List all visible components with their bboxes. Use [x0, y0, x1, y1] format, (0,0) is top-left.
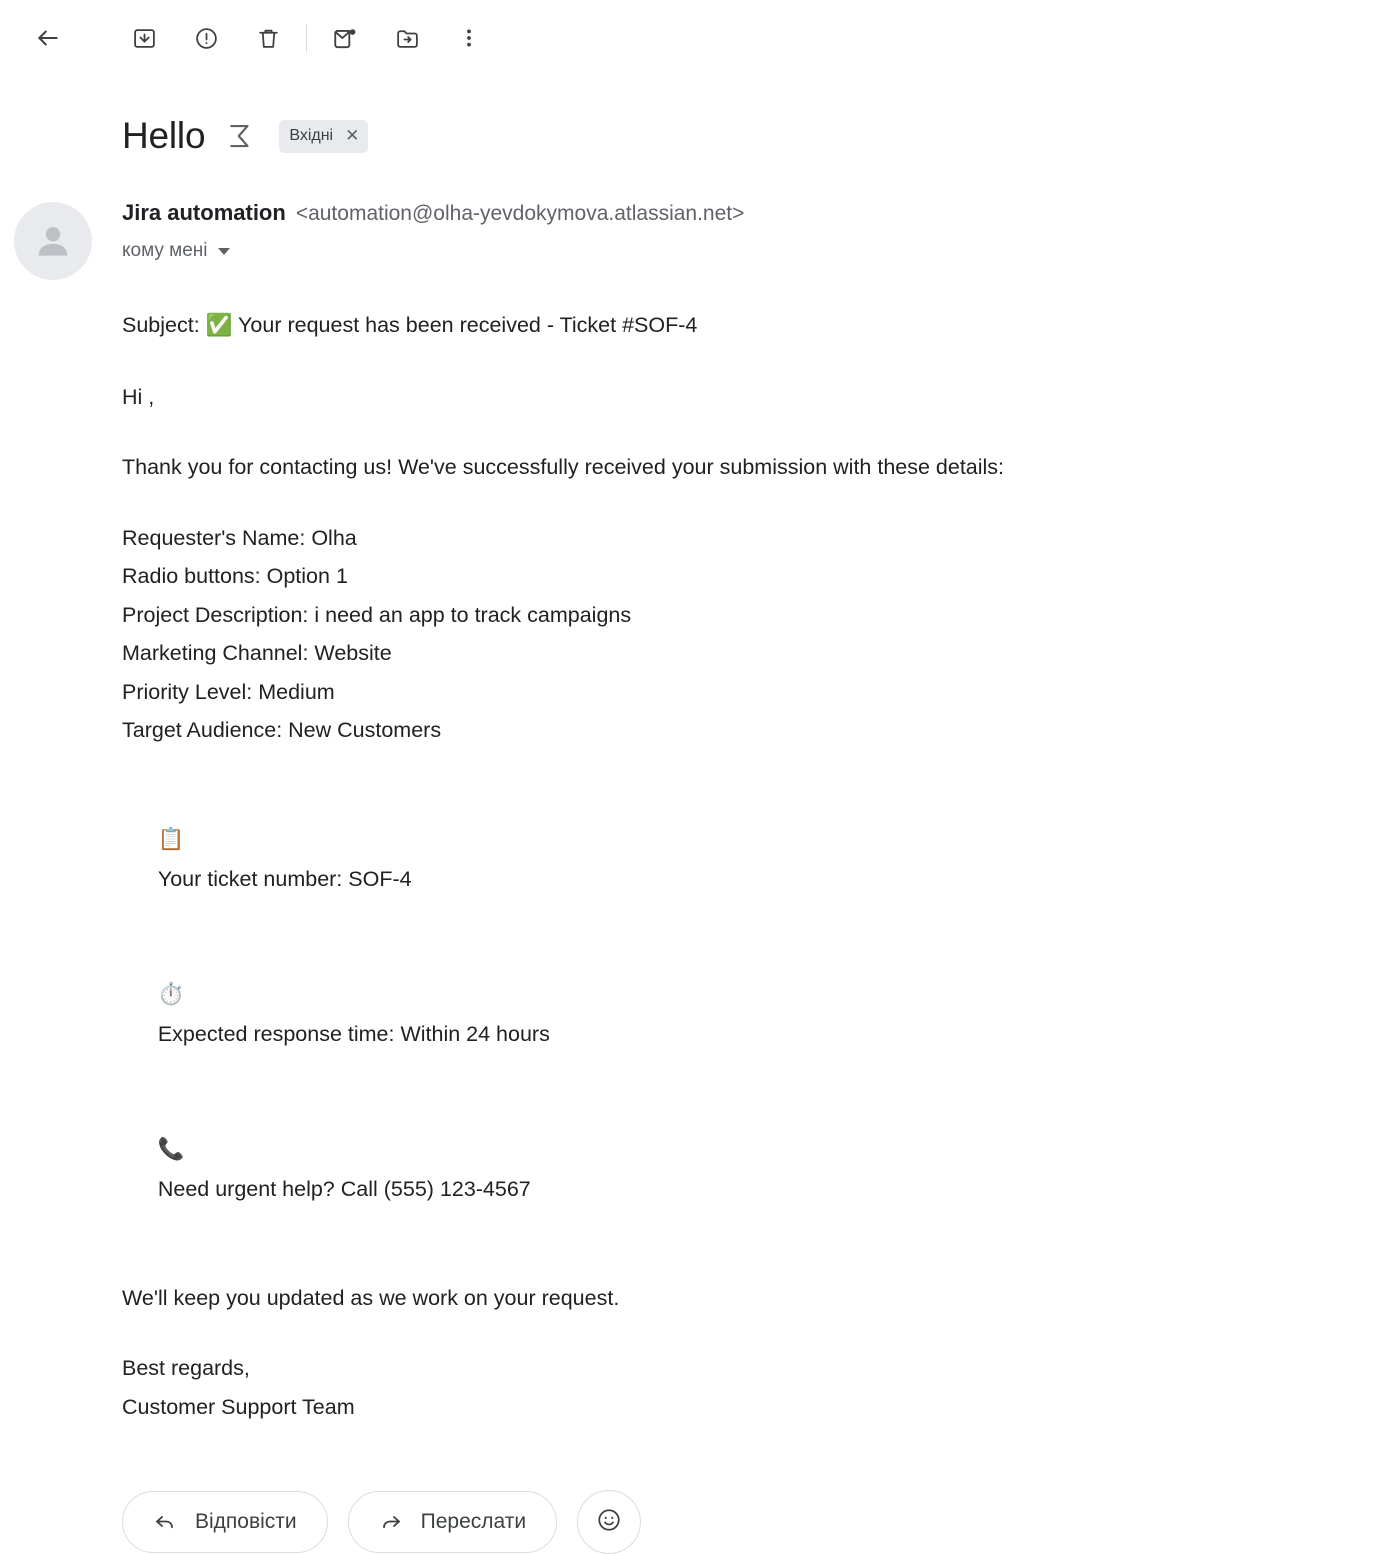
archive-button[interactable]	[120, 14, 168, 62]
detail-line: Marketing Channel: Website	[122, 641, 392, 665]
recipient-label: кому мені	[122, 240, 208, 261]
thread-subject-row	[0, 76, 1378, 158]
forward-icon	[379, 1510, 403, 1534]
fact-text: Your ticket number: SOF-4	[157, 866, 412, 891]
message-actions	[0, 1426, 1378, 1554]
stopwatch-icon: ⏱️	[157, 982, 185, 1007]
reply-icon	[153, 1510, 177, 1534]
forward-button[interactable]	[348, 1491, 557, 1553]
fact-line	[122, 782, 1378, 937]
fact-line	[122, 1092, 1378, 1247]
fact-line	[122, 937, 1378, 1092]
sender-email: <automation@olha-yevdokymova.atlassian.net>	[295, 202, 745, 225]
body-details-list	[122, 519, 1378, 750]
reply-button[interactable]	[122, 1491, 328, 1553]
body-facts-list	[122, 782, 1378, 1247]
more-options-button[interactable]	[445, 14, 493, 62]
back-button[interactable]	[24, 14, 72, 62]
forward-label: Переслати	[420, 1510, 527, 1533]
message-header	[0, 158, 1378, 280]
body-closing: We'll keep you updated as we work on your request.	[122, 1285, 620, 1310]
sender-line	[122, 200, 744, 226]
move-to-button[interactable]	[383, 14, 431, 62]
signoff-line: Best regards,	[122, 1356, 250, 1380]
report-spam-button[interactable]	[182, 14, 230, 62]
signature-line: Customer Support Team	[122, 1394, 355, 1419]
move-to-icon	[395, 26, 420, 51]
reply-label: Відповісти	[195, 1510, 297, 1533]
thread-collapse-icon[interactable]	[225, 121, 255, 151]
detail-line: Priority Level: Medium	[122, 679, 335, 704]
mark-unread-icon	[332, 25, 358, 51]
archive-icon	[132, 26, 157, 51]
message-toolbar	[0, 0, 1378, 76]
body-greeting: Hi ,	[122, 384, 155, 409]
body-signature	[122, 1349, 1378, 1426]
more-options-icon	[457, 26, 481, 50]
telephone-icon: 📞	[157, 1137, 185, 1162]
body-subject-text: Your request has been received - Ticket #SOF-4	[238, 313, 698, 337]
message-body	[0, 280, 1378, 1426]
delete-icon	[256, 26, 281, 51]
mark-unread-button[interactable]	[321, 14, 369, 62]
fact-text: Expected response time: Within 24 hours	[157, 1021, 550, 1046]
toolbar-divider	[306, 24, 307, 52]
smiley-icon	[596, 1507, 622, 1538]
avatar	[14, 202, 92, 280]
detail-line: Project Description: i need an app to track campaigns	[122, 602, 632, 627]
body-subject-label: Subject:	[122, 313, 200, 337]
detail-line: Target Audience: New Customers	[122, 718, 442, 742]
delete-button[interactable]	[244, 14, 292, 62]
report-spam-icon	[194, 26, 219, 51]
body-intro: Thank you for contacting us! We've successfully received your submission with these details:	[122, 455, 1005, 479]
page-title: Hello	[122, 115, 206, 156]
label-chip-inbox[interactable]	[279, 120, 368, 153]
back-arrow-icon	[35, 25, 61, 51]
detail-line: Requester's Name: Olha	[122, 525, 357, 550]
chevron-down-icon	[218, 248, 230, 255]
check-mark-icon: ✅	[205, 313, 233, 338]
sender-name: Jira automation	[122, 200, 286, 225]
body-subject-line	[122, 306, 1378, 346]
clipboard-icon: 📋	[157, 827, 185, 852]
detail-line: Radio buttons: Option 1	[122, 564, 348, 588]
label-remove-icon[interactable]: ✕	[345, 125, 360, 145]
emoji-reaction-button[interactable]	[577, 1490, 641, 1554]
label-chip-text: Вхідні	[289, 126, 334, 144]
sender-block	[122, 200, 744, 280]
recipient-toggle[interactable]	[122, 240, 230, 262]
fact-text: Need urgent help? Call (555) 123-4567	[157, 1176, 531, 1201]
